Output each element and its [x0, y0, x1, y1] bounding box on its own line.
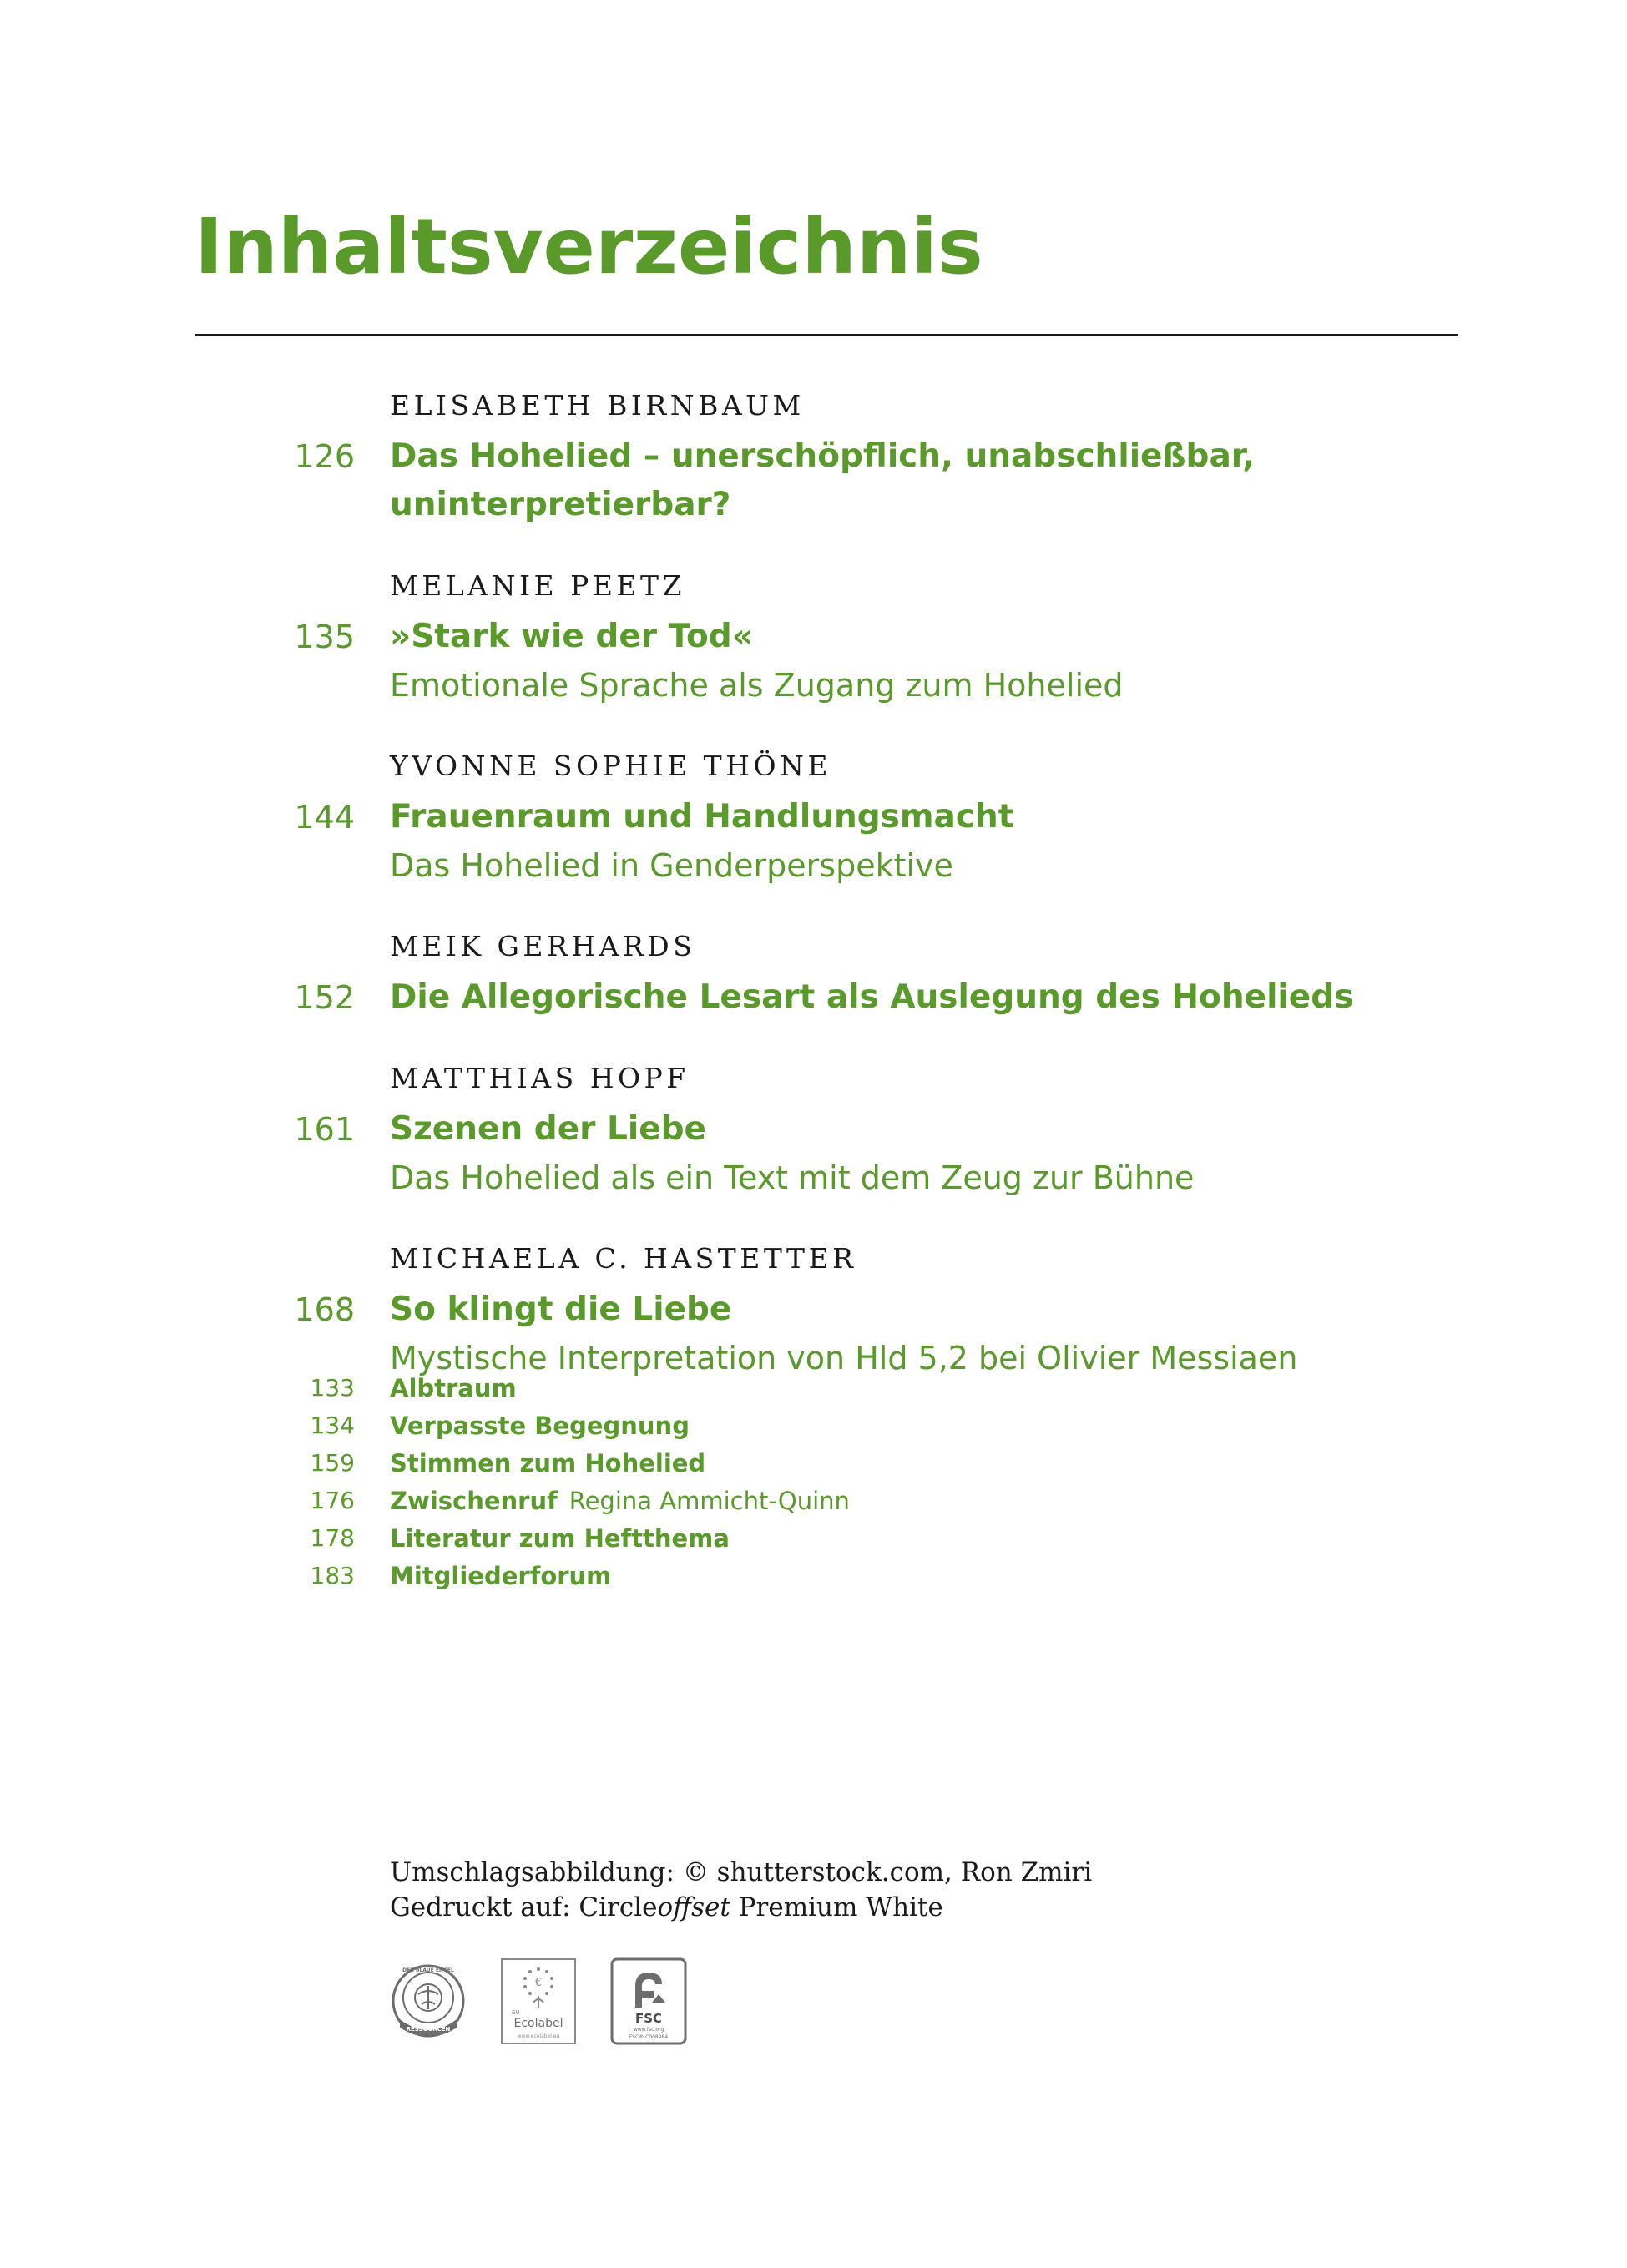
entry-page-number: 161 [294, 1111, 355, 1148]
svg-text:€: € [534, 1977, 543, 1989]
toc-entries [0, 386, 1627, 1419]
short-item-label[interactable]: Zwischenruf [390, 1486, 558, 1515]
short-item-label[interactable]: Stimmen zum Hohelied [390, 1448, 706, 1477]
entry-author: MATTHIAS HOPF [390, 1062, 690, 1094]
ecolabel-name-text: Ecolabel [513, 2017, 563, 2030]
entry-page-number: 126 [294, 438, 355, 475]
entry-subtitle: Das Hohelied als ein Text mit dem Zeug zur Bühne [390, 1159, 1195, 1196]
entry-page-number: 135 [294, 619, 355, 655]
short-item-page-number: 133 [310, 1374, 355, 1402]
short-item[interactable] [0, 1369, 1627, 1407]
paper-credit [390, 1890, 1092, 1925]
short-item-label[interactable]: Mitgliederforum [390, 1561, 612, 1590]
short-item[interactable] [0, 1557, 1627, 1594]
short-item-label[interactable]: Verpasste Begegnung [390, 1411, 690, 1440]
entry-title[interactable]: »Stark wie der Tod« [390, 618, 753, 655]
credits-block [390, 1855, 1092, 1925]
certification-logos [390, 1957, 687, 2045]
entry-author: MICHAELA C. HASTETTER [390, 1242, 857, 1275]
short-item[interactable] [0, 1407, 1627, 1444]
short-item-page-number: 176 [310, 1487, 355, 1514]
toc-entry[interactable] [0, 1058, 1627, 1202]
page-title: Inhaltsverzeichnis [195, 202, 983, 291]
cover-image-credit: Umschlagsabbildung: © shutterstock.com, Ron Zmiri [390, 1857, 1093, 1887]
entry-author: MEIK GERHARDS [390, 930, 696, 962]
entry-title[interactable]: Szenen der Liebe [390, 1110, 707, 1148]
entry-subtitle: Emotionale Sprache als Zugang zum Hohelied [390, 667, 1124, 704]
short-item[interactable] [0, 1519, 1627, 1557]
fsc-name-text: FSC [634, 2011, 663, 2026]
toc-entry[interactable] [0, 1239, 1627, 1382]
short-item-page-number: 159 [310, 1449, 355, 1477]
entry-title[interactable]: Das Hohelied – unerschöpflich, unabschließbar, [390, 437, 1256, 475]
ecolabel-url-text: www.ecolabel.eu [517, 2033, 560, 2039]
entry-title[interactable]: Frauenraum und Handlungsmacht [390, 798, 1014, 836]
short-item-page-number: 134 [310, 1412, 355, 1439]
fsc-logo [610, 1957, 687, 2045]
entry-title[interactable]: So klingt die Liebe [390, 1291, 732, 1328]
entry-page-number: 152 [294, 979, 355, 1016]
entry-author: ELISABETH BIRNBAUM [390, 389, 805, 422]
short-item[interactable] [0, 1444, 1627, 1482]
toc-entry[interactable] [0, 386, 1627, 529]
blauer-engel-top-text: DER BLAUE ENGEL [402, 1967, 454, 1973]
entry-title-continued[interactable]: uninterpretierbar? [390, 486, 731, 523]
blauer-engel-logo [390, 1957, 467, 2045]
entry-author: MELANIE PEETZ [390, 569, 685, 602]
short-item-page-number: 178 [310, 1524, 355, 1552]
short-item[interactable] [0, 1482, 1627, 1519]
fsc-code-text: FSC® C008984 [629, 2034, 669, 2040]
fsc-url-text: www.fsc.org [633, 2027, 664, 2033]
short-item-label[interactable]: Albtraum [390, 1373, 517, 1402]
toc-entry[interactable] [0, 746, 1627, 890]
title-divider [195, 334, 1458, 336]
blauer-engel-bottom-text: RESSOURCEN [406, 2026, 451, 2033]
paper-credit-prefix: Gedruckt auf: Circle [390, 1892, 658, 1922]
entry-page-number: 168 [294, 1291, 355, 1328]
short-item-author: Regina Ammicht-Quinn [568, 1486, 850, 1515]
eu-ecolabel-logo [500, 1957, 577, 2045]
short-item-page-number: 183 [310, 1562, 355, 1589]
short-items-list [0, 1369, 1627, 1594]
toc-entry[interactable] [0, 927, 1627, 1022]
entry-page-number: 144 [294, 799, 355, 836]
entry-author: YVONNE SOPHIE THÖNE [390, 750, 831, 782]
paper-credit-suffix: Premium White [730, 1892, 943, 1922]
short-item-label[interactable]: Literatur zum Heftthema [390, 1523, 730, 1553]
toc-entry[interactable] [0, 566, 1627, 710]
entry-title[interactable]: Die Allegorische Lesart als Auslegung des Hohelieds [390, 978, 1354, 1016]
ecolabel-eu-text: EU [512, 2009, 520, 2016]
entry-subtitle: Das Hohelied in Genderperspektive [390, 847, 953, 884]
paper-credit-italic: offset [657, 1892, 730, 1922]
entry-subtitle: Mystische Interpretation von Hld 5,2 bei Olivier Messiaen [390, 1340, 1298, 1376]
